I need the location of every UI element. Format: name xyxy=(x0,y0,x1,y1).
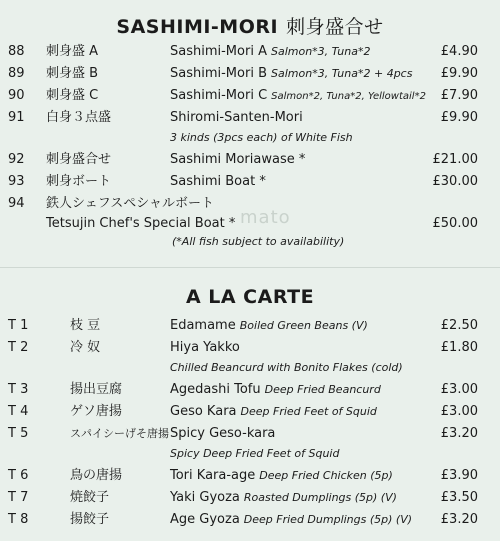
item-name-jp: 冷 奴 xyxy=(70,340,101,355)
item-price: £4.90 xyxy=(440,44,478,59)
item-t5-note: Spicy Deep Fried Feet of Squid xyxy=(170,447,340,460)
item-description: Deep Fried Chicken (5p) xyxy=(259,469,393,482)
item-name-en: Sashimi-Mori C Salmon*2, Tuna*2, Yellowtail*2 xyxy=(170,88,426,103)
item-number: T 8 xyxy=(8,512,29,527)
item-description: Salmon*3, Tuna*2 + 4pcs xyxy=(271,67,413,80)
item-number: 91 xyxy=(8,110,25,125)
item-name-en: Sashimi Moriawase * xyxy=(170,152,306,167)
item-name-en: Edamame Boiled Green Beans (V) xyxy=(170,318,368,333)
item-name-jp: 枝 豆 xyxy=(70,318,101,333)
menu-item-89 xyxy=(0,64,500,84)
item-name-en: Geso Kara Deep Fried Feet of Squid xyxy=(170,404,377,419)
menu-item-t7 xyxy=(0,488,500,508)
menu-item-t3 xyxy=(0,380,500,400)
item-name-en: Age Gyoza Deep Fried Dumplings (5p) (V) xyxy=(170,512,413,527)
sashimi-title-en: SASHIMI-MORI xyxy=(116,16,279,38)
item-price: £3.20 xyxy=(440,512,478,527)
item-name-en: Sashimi-Mori A Salmon*3, Tuna*2 xyxy=(170,44,371,59)
item-price: £3.90 xyxy=(440,468,478,483)
item-number: 90 xyxy=(8,88,25,103)
item-number: T 7 xyxy=(8,490,29,505)
item-price: £9.90 xyxy=(440,110,478,125)
item-number: T 6 xyxy=(8,468,29,483)
item-price: £2.50 xyxy=(440,318,478,333)
item-t2-note: Chilled Beancurd with Bonito Flakes (cold) xyxy=(170,361,403,374)
menu-item-88 xyxy=(0,42,500,62)
item-number: T 2 xyxy=(8,340,29,355)
item-name-en: Spicy Geso-kara xyxy=(170,426,276,441)
item-name-jp: 白身３点盛 xyxy=(46,110,112,125)
item-name-jp: 鳥の唐揚 xyxy=(70,468,123,483)
item-price: £21.00 xyxy=(432,152,478,167)
menu-item-90 xyxy=(0,86,500,106)
item-description: Roasted Dumplings (5p) (V) xyxy=(243,491,397,504)
item-name-jp: 揚餃子 xyxy=(70,512,110,527)
item-price: £3.00 xyxy=(440,404,478,419)
menu-item-t4 xyxy=(0,402,500,422)
alacarte-section-title xyxy=(0,286,500,308)
item-number: 94 xyxy=(8,196,25,211)
item-price: £3.50 xyxy=(440,490,478,505)
item-description: Deep Fried Feet of Squid xyxy=(240,405,377,418)
item-name-jp: 鉄人シェフスペシャルボート xyxy=(46,196,214,211)
item-name-jp: 刺身盛 A xyxy=(46,44,99,59)
item-price: £3.20 xyxy=(440,426,478,441)
item-name-jp: 刺身盛 C xyxy=(46,88,99,103)
item-91-note: 3 kinds (3pcs each) of White Fish xyxy=(170,131,353,144)
menu-item-t1 xyxy=(0,316,500,336)
section-divider xyxy=(0,267,500,268)
item-price: £3.00 xyxy=(440,382,478,397)
item-name-jp: 刺身盛合せ xyxy=(46,152,112,167)
item-name-en: Tori Kara-age Deep Fried Chicken (5p) xyxy=(170,468,393,483)
menu-item-t2 xyxy=(0,338,500,358)
item-description: Salmon*3, Tuna*2 xyxy=(270,45,371,58)
item-description: Deep Fried Beancurd xyxy=(264,383,381,396)
item-number: 89 xyxy=(8,66,25,81)
alacarte-title-en: A LA CARTE xyxy=(185,286,315,308)
item-price: £1.80 xyxy=(440,340,478,355)
item-name-jp: 焼餃子 xyxy=(70,490,110,505)
item-name-jp: ゲソ唐揚 xyxy=(70,404,122,419)
item-name-jp: スパイシーげそ唐揚 xyxy=(70,427,169,440)
availability-footnote: (*All fish subject to availability) xyxy=(172,235,345,248)
menu-item-92 xyxy=(0,150,500,170)
item-number: 88 xyxy=(8,44,25,59)
item-name-jp: 刺身ボート xyxy=(46,174,112,189)
item-name-jp: 刺身盛 B xyxy=(46,66,99,81)
menu-item-t8 xyxy=(0,510,500,530)
item-number: T 4 xyxy=(8,404,29,419)
item-name-en: Shiromi-Santen-Mori xyxy=(170,110,303,125)
watermark: mato xyxy=(240,207,291,228)
item-number: 92 xyxy=(8,152,25,167)
item-name-en: Yaki Gyoza Roasted Dumplings (5p) (V) xyxy=(170,490,397,505)
item-price: £7.90 xyxy=(440,88,478,103)
menu-item-93 xyxy=(0,172,500,192)
item-price: £30.00 xyxy=(432,174,478,189)
item-number: T 1 xyxy=(8,318,29,333)
item-price: £9.90 xyxy=(440,66,478,81)
item-name-en: Hiya Yakko xyxy=(170,340,240,355)
item-name-jp: 揚出豆腐 xyxy=(70,382,123,397)
menu-item-t5 xyxy=(0,424,500,444)
item-name-en: Sashimi Boat * xyxy=(170,174,266,189)
item-number: T 3 xyxy=(8,382,29,397)
menu-item-91 xyxy=(0,108,500,128)
item-description: Boiled Green Beans (V) xyxy=(239,319,368,332)
item-name-en: Agedashi Tofu Deep Fried Beancurd xyxy=(170,382,381,397)
item-price: £50.00 xyxy=(432,216,478,231)
item-number: T 5 xyxy=(8,426,29,441)
item-description: Salmon*2, Tuna*2, Yellowtail*2 xyxy=(271,91,426,102)
item-number: 93 xyxy=(8,174,25,189)
item-name-en: Tetsujin Chef's Special Boat * xyxy=(46,216,236,231)
item-name-en: Sashimi-Mori B Salmon*3, Tuna*2 + 4pcs xyxy=(170,66,413,81)
sashimi-title-jp: 刺身盛合せ xyxy=(286,16,384,38)
sashimi-section-title xyxy=(0,12,500,39)
menu-item-t6 xyxy=(0,466,500,486)
item-description: Deep Fried Dumplings (5p) (V) xyxy=(243,513,413,526)
